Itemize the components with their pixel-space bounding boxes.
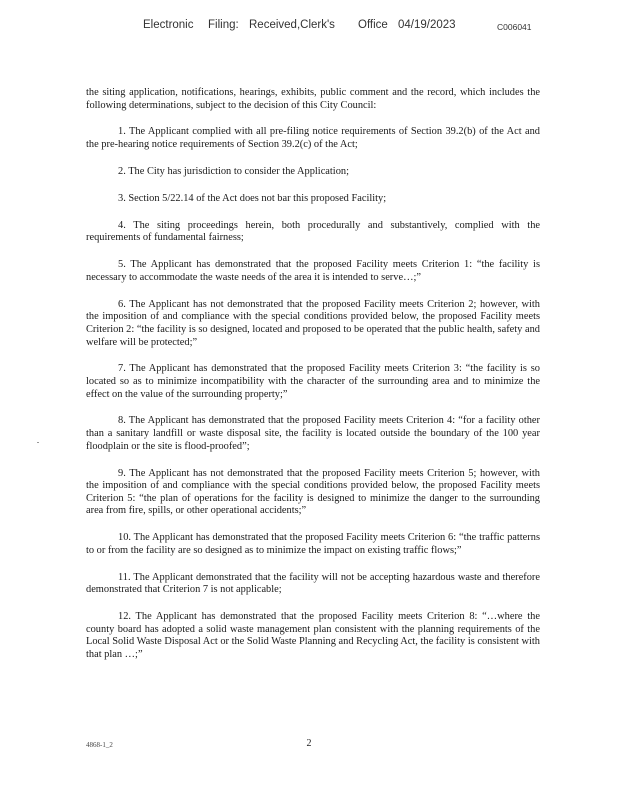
determination-7: 7. The Applicant has demonstrated that the proposed Facility meets Criterion 3: “the facility is so located so as to minimize incompatibility with the character of the surrounding area and to minimize the effect on the value of the surrounding property;”: [86, 363, 540, 400]
filing-stamp: [0, 19, 618, 35]
determination-1: 1. The Applicant complied with all pre-filing notice requirements of Section 39.2(b) of the Act and the pre-hearing notice requirements of Section 39.2(c) of the Act;: [86, 126, 540, 151]
determination-10: 10. The Applicant has demonstrated that the proposed Facility meets Criterion 6: “the traffic patterns to or from the facility are so designed as to minimize the impact on existing traffic flows;”: [86, 532, 540, 556]
determination-9: 9. The Applicant has not demonstrated that the proposed Facility meets Criterion 5; however, with the imposition of and compliance with the special conditions provided below, the proposed Facility meets Criterion 5: “the plan of operations for the facility is designed to minimize the danger to the surrounding area from fire, spills, or other operational accidents;”: [86, 467, 540, 517]
determination-6: 6. The Applicant has not demonstrated that the proposed Facility meets Criterion 2; however, with the imposition of and compliance with the special conditions provided below, the proposed Facility meets Criterion 2: “the facility is so designed, located and proposed to be operated that the public health, safety and welfare will be protected;”: [86, 298, 540, 348]
determination-11: 11. The Applicant demonstrated that the facility will not be accepting hazardous waste and therefore demonstrated that Criterion 7 is not applicable;: [86, 571, 540, 596]
stamp-electronic: Electronic: [143, 19, 194, 31]
determination-2: 2. The City has jurisdiction to consider the Application;: [118, 165, 349, 177]
determination-5: 5. The Applicant has demonstrated that the proposed Facility meets Criterion 1: “the facility is necessary to accommodate the waste needs of the area it is intended to serve…;”: [86, 259, 540, 283]
document-code: C006041: [497, 22, 532, 32]
stamp-received-clerks: Received,Clerk's: [249, 19, 335, 31]
footer-doc-id: 4868-1_2: [86, 741, 113, 749]
document-body: [86, 87, 540, 676]
determination-4: 4. The siting proceedings herein, both procedurally and substantively, complied with the requirements of fundamental fairness;: [86, 219, 540, 244]
determination-8: 8. The Applicant has demonstrated that the proposed Facility meets Criterion 4: “for a facility other than a sanitary landfill or waste disposal site, the facility is located outside the boundary of the 100 year floodplain or the site is flood-proofed”;: [86, 415, 540, 452]
scan-speck: [37, 442, 39, 443]
determination-12: 12. The Applicant has demonstrated that the proposed Facility meets Criterion 8: “…where the county board has adopted a solid waste management plan consistent with the planning requirements of the Local Solid Waste Disposal Act or the Solid Waste Planning and Recycling Act, the facility is consistent with that plan …;”: [86, 611, 540, 660]
intro-paragraph: the siting application, notifications, hearings, exhibits, public comment and the record, which includes the following determinations, subject to the decision of this City Council:: [86, 87, 540, 111]
stamp-filing: Filing:: [208, 19, 239, 31]
page-number: 2: [306, 738, 312, 749]
stamp-office: Office: [358, 19, 388, 31]
determination-3: 3. Section 5/22.14 of the Act does not bar this proposed Facility;: [118, 192, 387, 204]
stamp-date: 04/19/2023: [398, 19, 456, 31]
